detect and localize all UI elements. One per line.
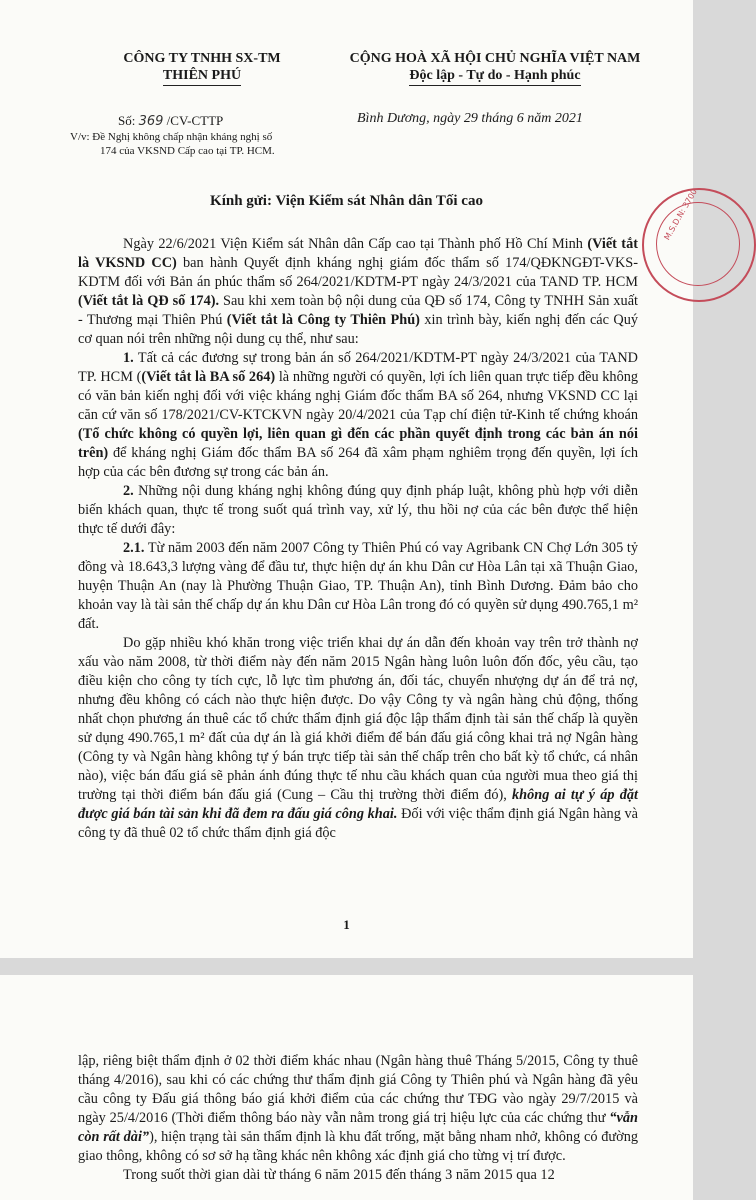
stamp-inner-ring <box>656 202 740 286</box>
subject-line2: 174 của VKSND Cấp cao tại TP. HCM. <box>100 145 275 157</box>
doc-number-prefix: Số: <box>118 113 139 128</box>
doc-number-handwritten: 369 <box>138 114 164 129</box>
text-run: Do gặp nhiều khó khăn trong việc triển khai dự án dẫn đến khoản vay trên trở thành nợ xấu vào năm 2008, từ thời điểm này đến năm 2015 Ngân hàng luôn luôn đốn đốc, yêu cầu, tạo điều kiện cho công ty tích cực, lỗ lực tìm phương án, đối tác, chuyển nhượng dự án để trả nợ, nhưng đều không có cách nào thực hiện được. Do vậy Công ty và ngân hàng chủ động, thống nhất chọn phương án thuê các tổ chức thẩm định giá độc lập thẩm định tài sản thế chấp là quyền sử dụng 490.765,1 m² đất của dự án là giá khởi điểm để bán đấu giá công khai trả nợ Ngân hàng (Công ty và Ngân hàng không tự ý bán trực tiếp tài sản thế chấp trên cho bất kỳ tổ chức, cá nhân nào), việc bán đấu giá sẽ phản ánh đúng thực tế nhu cầu khách quan của người mua theo giá thị trường tại thời điểm bán đấu giá (Cung – Cầu thị trường thời điểm đó), <box>78 635 638 803</box>
item-number: 1. <box>123 350 134 366</box>
bold-run: (Viết tắt là VKSND CC) <box>78 236 638 271</box>
company-name-line1: CÔNG TY TNHH SX-TM <box>123 51 281 66</box>
company-header <box>92 50 312 86</box>
national-header <box>315 50 675 86</box>
text-run: xin trình bày, kiến nghị đến các Quý cơ quan nói trên những nội dung cụ thể, như sau: <box>78 312 638 347</box>
text-run: Những nội dung kháng nghị không đúng quy định pháp luật, không phù hợp với diễn biến khách quan, thực tế trong suốt quá trình vay, xử lý, thu hồi nợ của các bên được thể hiện thực tế dưới đây: <box>78 483 638 537</box>
text-run: lập, riêng biệt thẩm định ở 02 thời điểm khác nhau (Ngân hàng thuê Tháng 5/2015, Công ty thuê tháng 4/2016), sau khi có các chứng thư thẩm định giá Công ty Thiên phú và Ngân hàng đã yêu cầu công ty Đấu giá thông báo giá khởi điểm của các chứng thư TĐG vào ngày 29/7/2015 và ngày 25/4/2016 (Thời điểm thông báo này vẫn nằm trong giá trị hiệu lực của các chứng thư <box>78 1053 638 1126</box>
text-run: Tất cả các đương sự trong bản án số 264/2021/KDTM-PT ngày 24/3/2021 của TAND TP. HCM ( <box>78 350 638 385</box>
text-run: Đối với việc thẩm định giá Ngân hàng và công ty đã thuê 02 tổ chức thẩm định giá độc <box>78 806 638 841</box>
text-run: ban hành Quyết định kháng nghị giám đốc thẩm số 174/QĐKNGĐT-VKS-KDTM đối với Bản án phúc thẩm số 264/2021/KDTM-PT ngày 24/3/2021 của TAND TP. HCM <box>78 255 638 290</box>
text-run: để kháng nghị Giám đốc thẩm BA số 264 đã xâm phạm nghiêm trọng đến quyền, lợi ích hợp của các bên đương sự trong các bản án. <box>78 445 638 480</box>
item-number: 2.1. <box>123 540 145 556</box>
national-motto: Độc lập - Tự do - Hạnh phúc <box>409 67 580 86</box>
recipient: Kính gửi: Viện Kiểm sát Nhân dân Tối cao <box>210 193 483 209</box>
stamp-text: M.S.D.N: 3700 <box>662 187 699 242</box>
text-run: Sau khi xem toàn bộ nội dung của QĐ số 174, Công ty TNHH Sản xuất - Thương mại Thiên Phú <box>78 293 639 328</box>
text-run: ), hiện trạng tài sản thẩm định là khu đất trống, mặt bằng nham nhở, không có đường giao thông, không có sơ sở hạ tầng khác nên không xác định giá cho từng vị trí được. <box>78 1129 638 1164</box>
document-number <box>118 113 223 129</box>
subject-line1: V/v: Đề Nghị không chấp nhận kháng nghị số <box>70 131 273 143</box>
paragraph-continued <box>78 1052 638 1166</box>
red-stamp <box>642 188 756 302</box>
place-date: Bình Dương, ngày 29 tháng 6 năm 2021 <box>357 111 583 126</box>
paragraph-item-2 <box>78 482 638 539</box>
document-subject <box>70 130 350 158</box>
page-2-body <box>78 1052 638 1185</box>
company-name-line2: THIÊN PHÚ <box>163 67 241 86</box>
bold-run: (Viết tắt là BA số 264) <box>141 369 276 385</box>
nation-title: CỘNG HOÀ XÃ HỘI CHỦ NGHĨA VIỆT NAM <box>349 51 641 66</box>
paragraph-item-1 <box>78 349 638 482</box>
paragraph-intro <box>78 235 638 349</box>
bold-run: (Viết tắt là Công ty Thiên Phú) <box>226 312 420 328</box>
paragraph-item-2-1 <box>78 539 638 634</box>
bold-italic-run: không ai tự ý áp đặt được giá bán tài sản khi đã đem ra đấu giá công khai. <box>78 787 638 822</box>
text-run: Từ năm 2003 đến năm 2007 Công ty Thiên Phú có vay Agribank CN Chợ Lớn 305 tỷ đồng và 18.643,3 lượng vàng để đầu tư, thực hiện dự án khu Dân cư Hòa Lân tại xã Thuận Giao, huyện Thuận An (nay là Phường Thuận Giao, TP. Thuận An), tỉnh Bình Dương. Đảm bảo cho khoản vay là tài sản thế chấp dự án khu Dân cư Hòa Lân trong đó có quyền sử dụng 490.765,1 m² đất. <box>78 540 638 632</box>
bold-italic-run: “vẫn còn rất dài” <box>78 1110 638 1145</box>
letter-body <box>78 235 638 843</box>
doc-number-suffix: /CV-CTTP <box>163 113 224 128</box>
bold-run: (Viết tắt là QĐ số 174). <box>78 293 220 309</box>
text-run: là những người có quyền, lợi ích liên quan trực tiếp đều không có văn bản kiến nghị đối với việc kháng nghị Giám đốc thẩm BA số 264, nhưng VKSND CC lại căn cứ văn số 178/2021/CV-KTCKVN ngày 20/4/2021 của Tạp chí điện tử-Kinh tế chứng khoán <box>78 369 639 423</box>
page-number: 1 <box>343 917 350 932</box>
paragraph-cut-off: Trong suốt thời gian dài từ tháng 6 năm 2015 đến tháng 3 năm 2015 qua 12 <box>123 1167 555 1183</box>
bold-run: (Tổ chức không có quyền lợi, liên quan gì đến các phần quyết định trong các bản án nói trên) <box>78 426 638 461</box>
paragraph-debt <box>78 634 638 843</box>
text-run: Ngày 22/6/2021 Viện Kiểm sát Nhân dân Cấp cao tại Thành phố Hồ Chí Minh <box>123 236 588 252</box>
item-number: 2. <box>123 483 134 499</box>
